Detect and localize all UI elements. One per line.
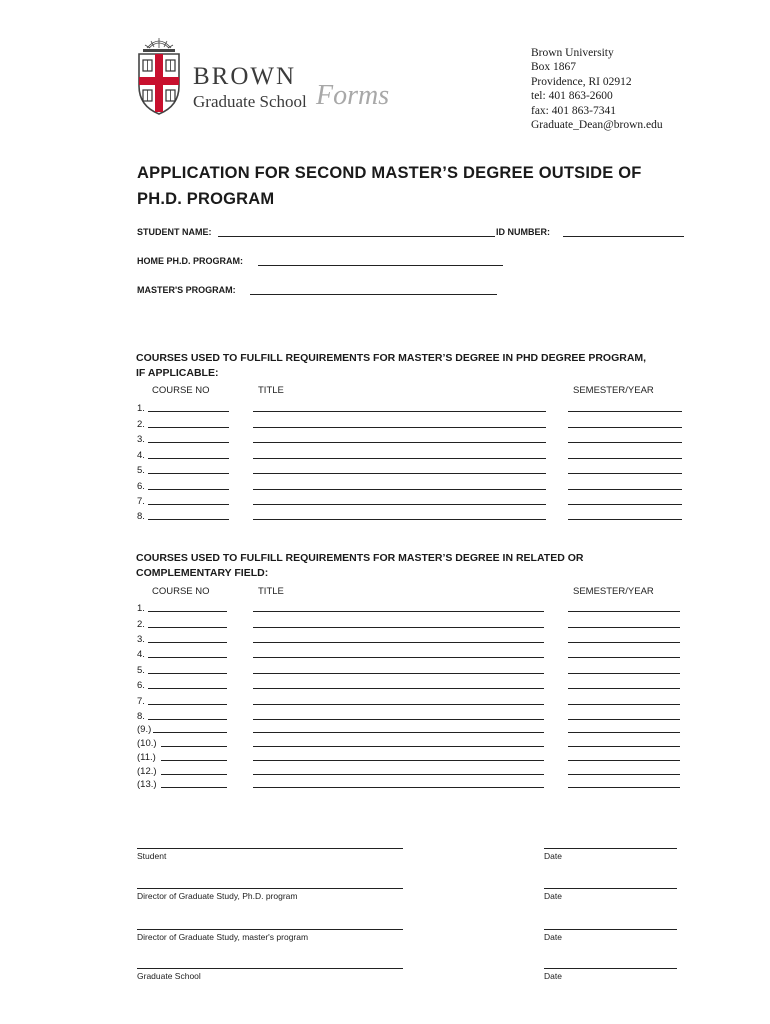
student-name-label: STUDENT NAME: [137,227,212,237]
date-label: Date [544,932,562,942]
title-field[interactable] [253,627,544,628]
address-line: tel: 401 863-2600 [531,90,613,103]
row-number: 1. [137,603,145,614]
semester-year-field[interactable] [568,611,680,612]
title-field[interactable] [253,704,544,705]
semester-year-field[interactable] [568,519,682,520]
address-block [531,46,663,132]
row-number: 5. [137,465,145,476]
title-field[interactable] [253,519,546,520]
title-field[interactable] [253,673,544,674]
semester-year-field[interactable] [568,411,682,412]
row-number: (12.) [137,766,157,777]
section1-col-title: TITLE [258,385,284,396]
row-number: 2. [137,619,145,630]
forms-word: Forms [316,80,390,111]
course-no-field[interactable] [148,411,229,412]
row-number: 2. [137,419,145,430]
title-field[interactable] [253,642,544,643]
row-number: 5. [137,665,145,676]
title-field[interactable] [253,427,546,428]
date-label: Date [544,891,562,901]
semester-year-field[interactable] [568,489,682,490]
row-number: 7. [137,496,145,507]
semester-year-field[interactable] [568,787,680,788]
section2-col-title: TITLE [258,586,284,597]
course-no-field[interactable] [148,719,227,720]
row-number: 3. [137,434,145,445]
row-number: 7. [137,696,145,707]
title-field[interactable] [253,657,544,658]
title-field[interactable] [253,719,544,720]
title-field[interactable] [253,787,544,788]
semester-year-field[interactable] [568,732,680,733]
address-line: Graduate_Dean@brown.edu [531,119,663,132]
section2-col-semester-year: SEMESTER/YEAR [573,586,654,597]
section1-heading-line: COURSES USED TO FULFILL REQUIREMENTS FOR MASTER’S DEGREE IN PHD DEGREE PROGRAM, [136,352,647,364]
graduate-school-date-field[interactable] [544,968,677,969]
row-number: 4. [137,450,145,461]
title-field[interactable] [253,746,544,747]
row-number: 8. [137,511,145,522]
course-no-field[interactable] [161,774,227,775]
title-field[interactable] [253,442,546,443]
course-no-field[interactable] [148,704,227,705]
section1-col-course-no: COURSE NO [152,385,210,396]
address-line: fax: 401 863-7341 [531,104,616,117]
home-program-field[interactable] [258,265,503,266]
semester-year-field[interactable] [568,427,682,428]
address-line: Box 1867 [531,61,577,74]
brown-shield-logo [134,36,184,116]
row-number: (13.) [137,779,157,790]
phd-director-date-field[interactable] [544,888,677,889]
course-no-field[interactable] [148,473,229,474]
row-number: 3. [137,634,145,645]
signature-label: Graduate School [137,971,201,981]
course-no-field[interactable] [148,627,227,628]
course-no-field[interactable] [148,657,227,658]
id-number-label: ID NUMBER: [496,227,550,237]
student-name-field[interactable] [218,236,495,237]
section2-heading-line: COMPLEMENTARY FIELD: [136,566,269,579]
graduate-school-signature-field[interactable] [137,968,403,969]
section1-heading [136,351,716,380]
course-no-field[interactable] [148,611,227,612]
semester-year-field[interactable] [568,642,680,643]
course-no-field[interactable] [161,760,227,761]
course-no-field[interactable] [148,458,229,459]
masters-director-signature-field[interactable] [137,929,403,930]
row-number: (10.) [137,738,157,749]
masters-program-label: MASTER'S PROGRAM: [137,285,236,295]
semester-year-field[interactable] [568,657,680,658]
brand-name: BROWN [193,63,297,90]
row-number: (11.) [137,752,156,763]
title-field[interactable] [253,489,546,490]
semester-year-field[interactable] [568,473,682,474]
course-no-field[interactable] [148,642,227,643]
semester-year-field[interactable] [568,746,680,747]
signature-label: Director of Graduate Study, master's program [137,932,309,942]
masters-program-field[interactable] [250,294,497,295]
semester-year-field[interactable] [568,704,680,705]
semester-year-field[interactable] [568,688,680,689]
course-no-field[interactable] [161,787,227,788]
semester-year-field[interactable] [568,774,680,775]
date-label: Date [544,971,562,981]
form-title [137,160,737,212]
row-number: 4. [137,649,145,660]
semester-year-field[interactable] [568,504,682,505]
semester-year-field[interactable] [568,458,682,459]
title-field[interactable] [253,458,546,459]
course-no-field[interactable] [153,732,227,733]
student-signature-field[interactable] [137,848,403,849]
title-field[interactable] [253,760,544,761]
row-number: 6. [137,481,145,492]
row-number: 8. [137,711,145,722]
semester-year-field[interactable] [568,760,680,761]
semester-year-field[interactable] [568,719,680,720]
signature-label: Student [137,851,167,861]
section2-col-course-no: COURSE NO [152,586,210,597]
course-no-field[interactable] [148,489,229,490]
course-no-field[interactable] [148,673,227,674]
row-number: 1. [137,403,145,414]
course-no-field[interactable] [148,442,229,443]
course-no-field[interactable] [148,519,229,520]
section2-heading [136,551,716,580]
id-number-field[interactable] [563,236,684,237]
title-field[interactable] [253,411,546,412]
school-name: Graduate School [193,92,307,111]
date-label: Date [544,851,562,861]
title-field[interactable] [253,473,546,474]
address-line: Providence, RI 02912 [531,75,632,88]
signature-label: Director of Graduate Study, Ph.D. program [137,891,298,901]
course-no-field[interactable] [148,427,229,428]
semester-year-field[interactable] [568,627,680,628]
form-title-line: APPLICATION FOR SECOND MASTER’S DEGREE OUTSIDE OF [137,164,642,182]
title-field[interactable] [253,504,546,505]
semester-year-field[interactable] [568,673,680,674]
form-title-line: PH.D. PROGRAM [137,190,275,208]
title-field[interactable] [253,688,544,689]
title-field[interactable] [253,774,544,775]
phd-director-signature-field[interactable] [137,888,403,889]
home-program-label: HOME PH.D. PROGRAM: [137,256,244,266]
row-number: 6. [137,680,145,691]
row-number: (9.) [137,724,152,735]
address-line: Brown University [531,47,614,59]
course-no-field[interactable] [148,504,229,505]
semester-year-field[interactable] [568,442,682,443]
masters-director-date-field[interactable] [544,929,677,930]
section1-heading-line: IF APPLICABLE: [136,366,219,379]
title-field[interactable] [253,611,544,612]
title-field[interactable] [253,732,544,733]
section1-col-semester-year: SEMESTER/YEAR [573,385,654,396]
course-no-field[interactable] [148,688,227,689]
student-date-field[interactable] [544,848,677,849]
section2-heading-line: COURSES USED TO FULFILL REQUIREMENTS FOR MASTER’S DEGREE IN RELATED OR [136,552,584,564]
course-no-field[interactable] [161,746,227,747]
